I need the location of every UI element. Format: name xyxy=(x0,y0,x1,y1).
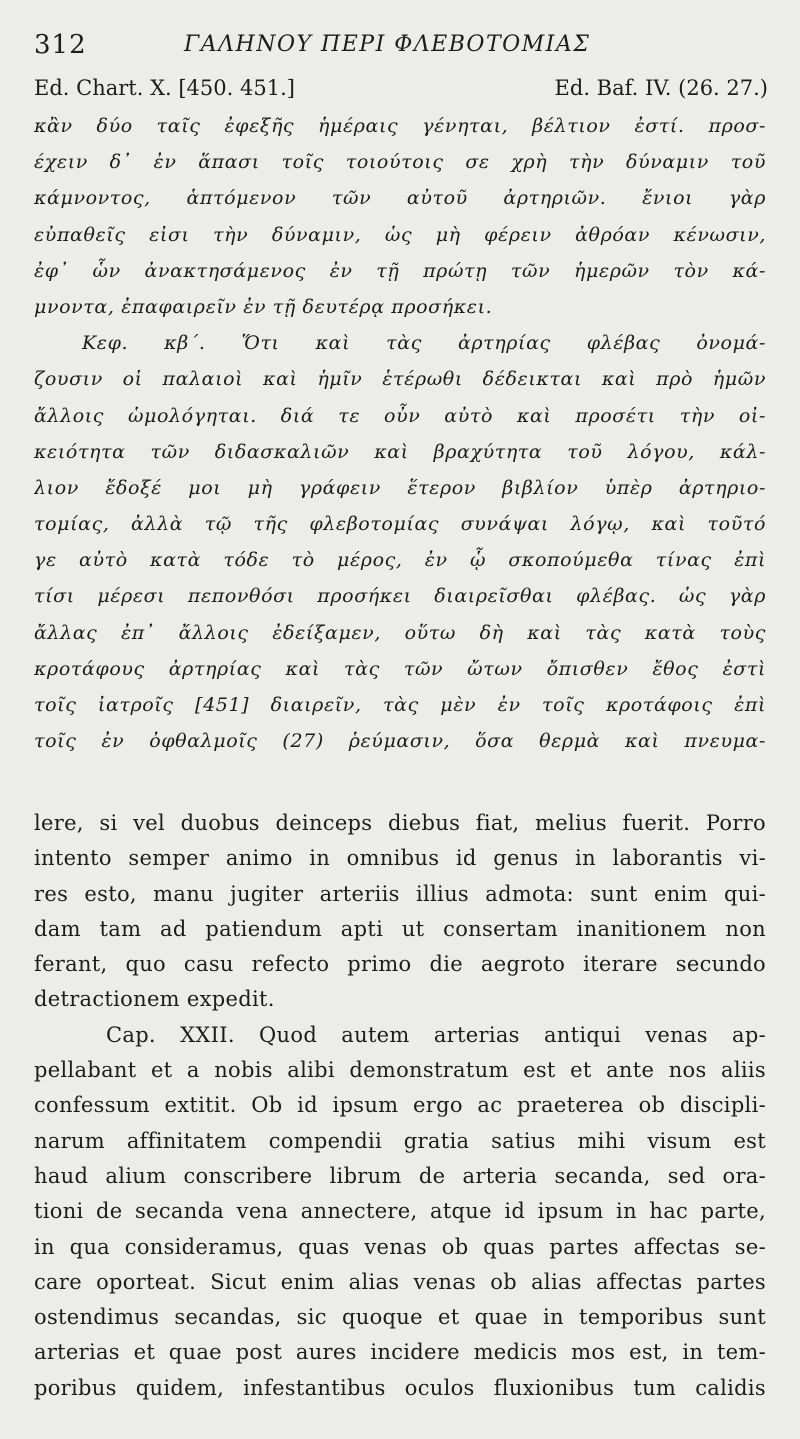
latin-line: poribus quidem, infestantibus oculos fluxionibus tum calidis xyxy=(34,1375,766,1400)
latin-line: lere, si vel duobus deinceps diebus fiat, melius fuerit. Porro xyxy=(34,811,766,835)
latin-line: intento semper animo in omnibus id genus in laborantis vi- xyxy=(34,846,766,871)
greek-line: τίσι μέρεσι πεπονθόσι προσήκει διαιρεῖσθαι φλέβας. ὡς γὰρ xyxy=(34,585,766,608)
latin-line: confessum extitit. Ob id ipsum ergo ac praeterea ob discipli- xyxy=(34,1093,766,1118)
latin-line: care oporteat. Sicut enim alias venas ob alias affectas partes xyxy=(34,1269,766,1294)
greek-line: έχειν δ᾽ ἐν ἅπασι τοῖς τοιούτοις σε χρὴ τὴν δύναμιν τοῦ xyxy=(34,151,766,174)
latin-line: in qua consideramus, quas venas ob quas partes affectas se- xyxy=(34,1234,766,1259)
latin-line: detractionem expedit. xyxy=(34,987,275,1012)
show-through-bleed xyxy=(0,760,800,804)
greek-line: κἂν δύο ταῖς ἐφεξῆς ἡμέραις γένηται, βέλτιον ἐστί. προσ- xyxy=(34,115,766,137)
latin-line: narum affinitatem compendii gratia satius mihi visum est xyxy=(34,1128,766,1153)
greek-line: γε αὐτὸ κατὰ τόδε τὸ μέρος, ἐν ᾧ σκοπούμεθα τίνας ἐπὶ xyxy=(34,549,766,572)
running-title: ΓΑΛΗΝΟΥ ΠΕΡΙ ΦΛΕΒΟΤΟΜΙΑΣ xyxy=(184,32,591,57)
greek-text-block xyxy=(34,108,766,759)
latin-text-block xyxy=(34,806,766,1406)
latin-line: ostendimus secandas, sic quoque et quae in temporibus sunt xyxy=(34,1305,766,1330)
greek-line: μνοντα, ἐπαφαιρεῖν ἐν τῇ δευτέρᾳ προσήκει. xyxy=(34,295,493,318)
edition-reference-line xyxy=(34,76,768,106)
page-number: 312 xyxy=(34,30,87,60)
greek-line: τοῖς ἐν ὀφθαλμοῖς (27) ῥεύμασιν, ὅσα θερμὰ καὶ πνευμα- xyxy=(34,730,766,753)
greek-line: κροτάφους ἀρτηρίας καὶ τὰς τῶν ὤτων ὄπισθεν ἔθος ἐστὶ xyxy=(34,657,766,680)
greek-line: ἐφ᾽ ὧν ἀνακτησάμενος ἐν τῇ πρώτῃ τῶν ἡμερῶν τὸν κά- xyxy=(34,259,766,282)
latin-line: dam tam ad patiendum apti ut consertam inanitionem non xyxy=(34,916,766,941)
greek-line: λιον ἔδοξέ μοι μὴ γράφειν ἕτερον βιβλίον ὑπὲρ ἀρτηριο- xyxy=(34,476,766,499)
latin-chapter-heading-line: Cap. XXII. Quod autem arterias antiqui venas ap- xyxy=(106,1022,766,1047)
latin-line: ferant, quo casu refecto primo die aegroto iterare secundo xyxy=(34,952,766,977)
latin-line: arterias et quae post aures incidere medicis mos est, in tem- xyxy=(34,1340,766,1365)
page-header xyxy=(34,30,774,64)
greek-line: κειότητα τῶν διδασκαλιῶν καὶ βραχύτητα τοῦ λόγου, κάλ- xyxy=(34,440,766,463)
latin-line: haud alium conscribere librum de arteria secanda, sed ora- xyxy=(34,1163,766,1188)
greek-line: ἄλλας ἐπ᾽ ἄλλοις ἐδείξαμεν, οὕτω δὴ καὶ τὰς κατὰ τοὺς xyxy=(34,621,766,644)
greek-line: τομίας, ἀλλὰ τῷ τῆς φλεβοτομίας συνάψαι λόγῳ, καὶ τοῦτό xyxy=(34,513,766,536)
latin-line: pellabant et a nobis alibi demonstratum est et ante nos aliis xyxy=(34,1058,766,1083)
greek-line: εὐπαθεῖς εἰσι τὴν δύναμιν, ὡς μὴ φέρειν ἀθρόαν κένωσιν, xyxy=(34,223,766,246)
latin-line: tioni de secanda vena annectere, atque id ipsum in hac parte, xyxy=(34,1199,766,1224)
greek-line: ζουσιν οἱ παλαιοὶ καὶ ἡμῖν ἑτέρωθι δέδεικται καὶ πρὸ ἡμῶν xyxy=(34,368,766,391)
greek-chapter-heading-line: Κεφ. κβ΄. Ὅτι καὶ τὰς ἀρτηρίας φλέβας ὀνομά- xyxy=(82,332,766,355)
edition-basel-reference: Ed. Baf. IV. (26. 27.) xyxy=(554,76,768,100)
greek-line: ἄλλοις ὡμολόγηται. διά τε οὖν αὐτὸ καὶ προσέτι τὴν οἰ- xyxy=(34,404,766,427)
greek-line: τοῖς ἰατροῖς [451] διαιρεῖν, τὰς μὲν ἐν τοῖς κροτάφοις ἐπὶ xyxy=(34,694,766,716)
edition-chartier-reference: Ed. Chart. X. [450. 451.] xyxy=(34,76,295,100)
greek-line: κάμνοντος, ἁπτόμενον τῶν αὐτοῦ ἀρτηριῶν. ἔνιοι γὰρ xyxy=(34,187,766,210)
latin-line: res esto, manu jugiter arteriis illius admota: sunt enim qui- xyxy=(34,881,766,906)
